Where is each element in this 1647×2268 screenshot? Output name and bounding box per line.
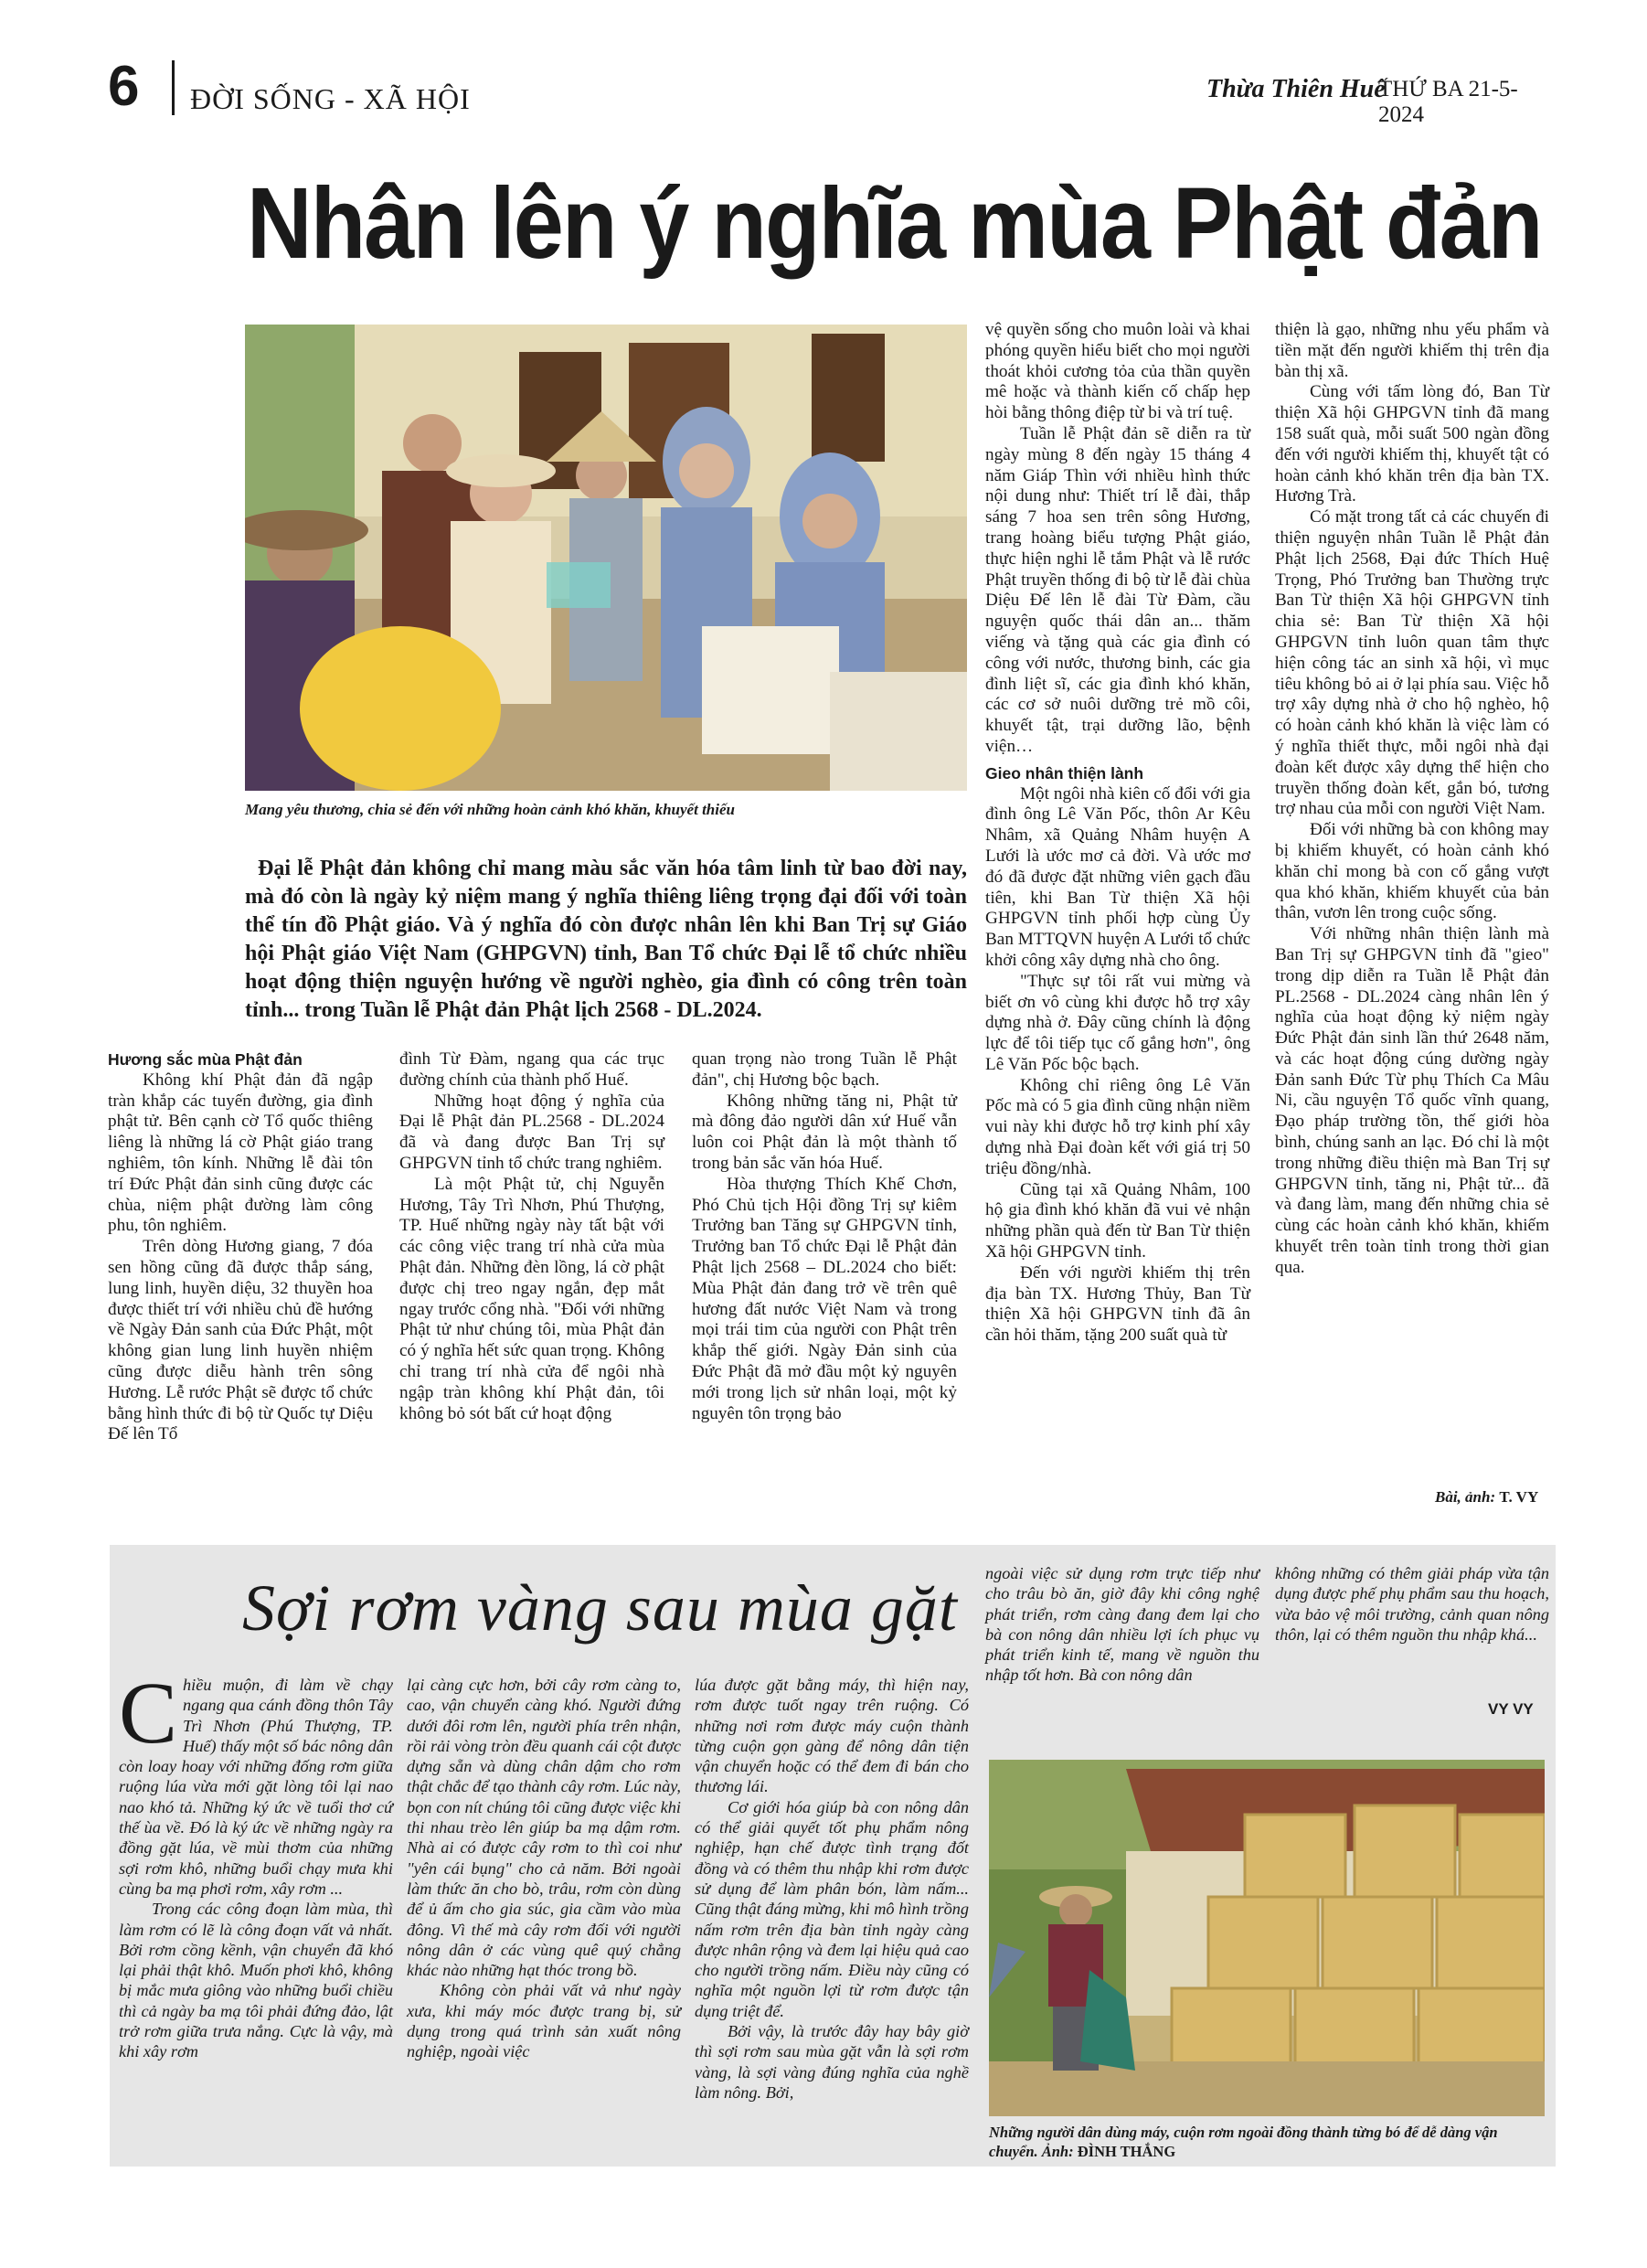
paragraph: quan trọng nào trong Tuần lễ Phật đản", chị Hương bộc bạch. — [692, 1049, 957, 1090]
feature-column-3 — [695, 1675, 969, 2103]
page-header — [108, 55, 1552, 127]
paragraph: Một ngôi nhà kiên cố đổi với gia đình ông Lê Văn Pốc, thôn Ar Kêu Nhâm, xã Quảng Nhâm huyện A Lưới là ước mơ cả đời. Và ước mơ đó đã được đặt những viên gạch đầu tiên, khi Ban Từ thiện Xã hội GHPGVN tỉnh phối hợp cùng Ủy Ban MTTQVN huyện A Lưới tổ chức khởi công xây dựng nhà cho ông. — [985, 783, 1250, 970]
paragraph: Đối với những bà con không may bị khiếm khuyết, có hoàn cảnh khó khăn chỉ mong bà con cố gắng vượt qua khó khăn, khiếm khuyết của bản thân, vươn lên trong cuộc sống. — [1275, 820, 1549, 923]
paragraph: Không những tăng ni, Phật tử mà đông đảo người dân xứ Huế vẫn luôn coi Phật đản là một thành tố trong bản sắc văn hóa Huế. — [692, 1091, 957, 1173]
paragraph: Hòa thượng Thích Khế Chơn, Phó Chủ tịch Hội đồng Trị sự kiêm Trưởng ban Tăng sự GHPGVN tỉnh, Trưởng ban Tổ chức Đại lễ Phật đản Phật lịch 2568 – DL.2024 cho biết: Mùa Phật đản đang trở về trên quê hương đất nước Việt Nam và trong mọi trái tim của người con Phật trên khắp thế giới. Ngày Đản sinh của Đức Phật đã mở đầu một kỷ nguyên mới trong lịch sử nhân loại, một kỷ nguyên tôn trọng bảo — [692, 1174, 957, 1423]
paragraph: Không chỉ riêng ông Lê Văn Pốc mà có 5 gia đình cũng nhận niềm vui này khi được hỗ trợ kinh phí xây dựng nhà Đại đoàn kết với giá trị 50 triệu đồng/nhà. — [985, 1075, 1250, 1178]
feature-column-4 — [985, 1563, 1259, 1686]
subheading: Hương sắc mùa Phật đản — [108, 1050, 303, 1069]
paragraph: "Thực sự tôi rất vui mừng và biết ơn vô cùng khi được hỗ trợ xây dựng nhà ở. Đây cũng chính là động lực để tôi tiếp tục cố gắng hơn", ông Lê Văn Pốc bộc bạch. — [985, 971, 1250, 1074]
photo-caption: Mang yêu thương, chia sẻ đến với những hoàn cảnh khó khăn, khuyết thiếu — [245, 801, 735, 818]
paragraph: vệ quyền sống cho muôn loài và khai phóng quyền hiểu biết cho mọi người thoát khỏi cương tỏa của thần quyền mê hoặc và thành kiến cố chấp hẹp hòi bằng thông điệp từ bi và trí tuệ. — [985, 320, 1250, 423]
header-divider — [172, 60, 175, 115]
article-column-2 — [399, 1049, 664, 1424]
paragraph: lại càng cực hơn, bởi cây rơm càng to, cao, vận chuyển càng khó. Người đứng dưới đôi rơm lên, người phía trên nhận, rồi rải vòng tròn đều quanh cái cột được dựng sẵn và dùng chân dậm cho rơm thật chắc để tạo thành cây rơm. Lúc này, bọn con nít chúng tôi cũng được việc khi thi nhau trèo lên giúp ba mạ dậm rơm. Nhà ai có được cây rơm to thì coi như "yên cái bụng" cho cả năm. Bởi ngoài làm thức ăn cho bò, trâu, rơm còn dùng để ủ ấm cho gia súc, gia cầm vào mùa đông. Vì thế mà cây rơm đối với người nông dân ở các vùng quê quý chẳng khác nào những hạt thóc trong bồ. — [407, 1676, 681, 1980]
paragraph: ngoài việc sử dụng rơm trực tiếp như cho trâu bò ăn, giờ đây khi công nghệ phát triển, rơm càng đang đem lại cho bà con nông dân nhiều lợi ích phục vụ phát triển kinh tế, mang về nguồn thu nhập tốt hơn. Bà con nông dân — [985, 1564, 1259, 1685]
paragraph: Là một Phật tử, chị Nguyễn Hương, Tây Trì Nhơn, Phú Thượng, TP. Huế những ngày này tất bật với các công việc trang trí nhà cửa mùa Phật đản. Những đèn lồng, lá cờ phật được chị treo ngay ngắn, đẹp mắt ngay trước cổng nhà. "Đối với những Phật tử như chúng tôi, mùa Phật đản có ý nghĩa hết sức quan trọng. Không chỉ trang trí nhà cửa để ngôi nhà ngập tràn không khí Phật đản, tôi không bỏ sót bất cứ hoạt động — [399, 1174, 664, 1423]
paragraph: Không còn phải vất vả như ngày xưa, khi máy móc được trang bị, sử dụng trong quá trình sản xuất nông nghiệp, ngoài việc — [407, 1981, 681, 2061]
paragraph: Trên dòng Hương giang, 7 đóa sen hồng cũng đã được thắp sáng, lung linh, huyền diệu, 32 thuyền hoa được thiết trí với nhiều chủ đề hướng về Ngày Đản sanh của Đức Phật, một không gian lung linh huyền nhiệm cũng được diễu hành trên sông Hương. Lễ rước Phật sẽ được tổ chức bằng hình thức đi bộ từ Quốc tự Diệu Đế lên Tổ — [108, 1237, 373, 1444]
article-column-4 — [985, 320, 1250, 1347]
paragraph: không những có thêm giải pháp vừa tận dụng được phế phụ phẩm sau thu hoạch, vừa bảo vệ môi trường, cảnh quan nông thôn, lại có thêm nguồn thu nhập khá... — [1275, 1564, 1549, 1644]
feature-photo-caption — [989, 2123, 1546, 2161]
paragraph: Đến với người khiếm thị trên địa bàn TX. Hương Thủy, Ban Từ thiện Xã hội GHPGVN tỉnh đã ân cần hỏi thăm, tặng 200 suất quà từ — [985, 1262, 1250, 1346]
paragraph: đình Từ Đàm, ngang qua các trục đường chính của thành phố Huế. — [399, 1049, 664, 1090]
article-column-3 — [692, 1049, 957, 1424]
straw-bales-image — [989, 1760, 1545, 2116]
paragraph: hiều muộn, đi làm về chạy ngang qua cánh đồng thôn Tây Trì Nhơn (Phú Thượng, TP. Huế) thấy một số bác nông dân còn loay hoay với những đống rơm giữa ruộng lúa vừa mới gặt lòng tôi lại nao nao khó tả. Những ký ức về tuổi thơ cứ thế ùa về. Đó là ký ức về những ngày ra đồng gặt lúa, về mùi thơm của những sợi rơm khô, những buổi chạy mưa khi cùng ba mạ phơi rơm, xây rơm ... — [119, 1676, 393, 1898]
paragraph: Tuần lễ Phật đản sẽ diễn ra từ ngày mùng 8 đến ngày 15 tháng 4 năm Giáp Thìn với nhiều hình thức nội dung như: Thiết trí lễ đài, thắp sáng 7 hoa sen trên sông Hương, trang hoàng biểu tượng Phật giáo, thực hiện nghi lễ tắm Phật và lễ rước Phật truyền thống đi bộ từ lễ đài chùa Diệu Đế lên lễ đài Từ Đàm, cầu nguyện quốc thái dân an... thăm viếng và tặng quà các gia đình có công với nước, thương binh, các gia đình liệt sĩ, các gia đình khó khăn, các cơ sở nuôi dưỡng trẻ mồ côi, khuyết tật, trại dưỡng lão, bệnh viện… — [985, 423, 1250, 756]
photo-credit: ĐÌNH THẮNG — [1077, 2143, 1176, 2160]
byline-name: T. VY — [1499, 1488, 1539, 1506]
paragraph: Không khí Phật đản đã ngập tràn khắp các tuyến đường, gia đình phật tử. Bên cạnh cờ Tổ quốc thiêng liêng là những lá cờ Phật giáo trang nghiêm, tôn kính. Những lễ đài tôn trí Đức Phật đản sinh cũng được các chùa, niệm phật đường làm công phu, tôn nghiêm. — [108, 1070, 373, 1236]
article-photo — [245, 325, 967, 791]
page-number: 6 — [108, 55, 140, 118]
feature-column-5 — [1275, 1563, 1549, 1645]
subheading: Gieo nhân thiện lành — [985, 763, 1144, 783]
straw-bales-photo — [989, 1760, 1545, 2116]
feature-column-2 — [407, 1675, 681, 2062]
paragraph: Cùng với tấm lòng đó, Ban Từ thiện Xã hội GHPGVN tỉnh đã mang 158 suất quà, mỗi suất 500 ngàn đồng đến với người khiếm thị, khuyết tật có hoàn cảnh khó khăn trên địa bàn TX. Hương Trà. — [1275, 382, 1549, 506]
feature-byline: VY VY — [1488, 1700, 1534, 1718]
paragraph: Trong các công đoạn làm mùa, thì làm rơm có lẽ là công đoạn vất vả nhất. Bởi rơm cồng kềnh, vận chuyển đã khó lại phải thật khô. Muốn phơi khô, không bị mắc mưa giông vào những buổi chiều thì cả ngày ba mạ tôi phải đứng đảo, lật trở rơm giữa trưa nắng. Cực là vậy, mà khi xây rơm — [119, 1900, 393, 2061]
paragraph: Cũng tại xã Quảng Nhâm, 100 hộ gia đình khó khăn đã vui vẻ nhận những phần quà đến từ Ban Từ thiện Xã hội GHPGVN tỉnh. — [985, 1179, 1250, 1262]
newspaper-name: Thừa Thiên Huế — [1206, 75, 1386, 103]
author-byline — [1435, 1488, 1538, 1507]
article-title: Nhân lên ý nghĩa mùa Phật đản — [247, 167, 1542, 280]
feature-column-1 — [119, 1664, 393, 2062]
paragraph: Có mặt trong tất cả các chuyến đi thiện nguyện nhân Tuần lễ Phật đản Phật lịch 2568, Đại đức Thích Huệ Trọng, Phó Trưởng ban Thường trực Ban Từ thiện Xã hội GHPGVN tỉnh chia sẻ: Ban Từ thiện Xã hội GHPGVN tỉnh luôn quan tâm thực hiện công tác an sinh xã hội, vì mục tiêu không bỏ ai ở lại phía sau. Việc hỗ trợ xây dựng nhà ở cho hộ nghèo, hộ có hoàn cảnh khó khăn là việc làm có ý nghĩa thiết thực, mỗi ngôi nhà đại đoàn kết được xây dựng thể hiện cho truyền thống đoàn kết, gắn bó, tương trợ nhau của mỗi con người Việt Nam. — [1275, 507, 1549, 819]
alms-giving-photo — [245, 325, 967, 791]
paragraph: lúa được gặt bằng máy, thì hiện nay, rơm được tuốt ngay trên ruộng. Có những nơi rơm được máy cuộn thành từng cuộn gọn gàng để nông dân tiện vận chuyển hoặc có thể đem đi bán cho thương lái. — [695, 1676, 969, 1796]
issue-date: THỨ BA 21-5-2024 — [1378, 77, 1518, 127]
feature-title: Sợi rơm vàng sau mùa gặt — [242, 1571, 958, 1645]
article-column-5 — [1275, 320, 1549, 1279]
article-lead: Đại lễ Phật đản không chỉ mang màu sắc văn hóa tâm linh từ bao đời nay, mà đó còn là ngày kỷ niệm mang ý nghĩa thiêng liêng trọng đại đối với toàn thể tín đồ Phật giáo. Và ý nghĩa đó còn được nhân lên khi Ban Trị sự Giáo hội Phật giáo Việt Nam (GHPGVN) tỉnh, Ban Tổ chức Đại lễ tổ chức nhiều hoạt động thiện nguyện hướng về người nghèo, gia đình có công trên toàn tỉnh... trong Tuần lễ Phật đản Phật lịch 2568 - DL.2024. — [245, 857, 967, 1022]
paragraph: Cơ giới hóa giúp bà con nông dân có thể giải quyết tốt phụ phẩm nông nghiệp, hạn chế được tình trạng đốt đồng và có thêm thu nhập khi rơm được sử dụng để làm phân bón, làm nấm... Cũng thật đáng mừng, khi mô hình trồng nấm rơm trên địa bàn tỉnh ngày càng được nhân rộng và đem lại hiệu quả cao cho người trồng nấm. Điều này cũng có nghĩa một nguồn lợi từ rơm được tận dụng triệt để. — [695, 1797, 969, 2020]
byline-label: Bài, ảnh: — [1435, 1488, 1496, 1506]
section-name: ĐỜI SỐNG - XÃ HỘI — [190, 82, 471, 115]
drop-cap: C — [119, 1664, 178, 1762]
article-column-1 — [108, 1049, 373, 1445]
paragraph: Bởi vậy, là trước đây hay bây giờ thì sợi rơm sau mùa gặt vẫn là sợi rơm vàng, là sợi vàng đúng nghĩa của nghề làm nông. Bởi, — [695, 2022, 969, 2102]
paragraph: thiện là gạo, những nhu yếu phẩm và tiền mặt đến người khiếm thị trên địa bàn thị xã. — [1275, 320, 1549, 381]
paragraph: Những hoạt động ý nghĩa của Đại lễ Phật đản PL.2568 - DL.2024 đã và đang được Ban Trị sự GHPGVN tỉnh tổ chức trang nghiêm. — [399, 1091, 664, 1173]
paragraph: Với những nhân thiện lành mà Ban Trị sự GHPGVN tỉnh đã "gieo" trong dịp diễn ra Tuần lễ Phật đản PL.2568 - DL.2024 càng nhân lên ý nghĩa của hoạt động kỷ niệm ngày Đức Phật đản sinh lần thứ 2648 năm, và các hoạt động cúng dường ngày Đản sanh Đức Từ phụ Thích Ca Mâu Ni, cầu nguyện Tổ quốc vĩnh quang, Đạo pháp trường tồn, thế giới hòa bình, chúng sanh an lạc. Đó chỉ là một trong những điều thiện mà Ban Trị sự GHPGVN tỉnh, tăng ni, Phật tử... đã và đang làm, mang đến những chia sẻ cùng các hoàn cảnh khó khăn, khiếm khuyết trên toàn tỉnh trong thời gian qua. — [1275, 924, 1549, 1277]
caption-text: Những người dân dùng máy, cuộn rơm ngoài đồng thành từng bó để dễ dàng vận chuyển. Ảnh: — [989, 2124, 1498, 2160]
